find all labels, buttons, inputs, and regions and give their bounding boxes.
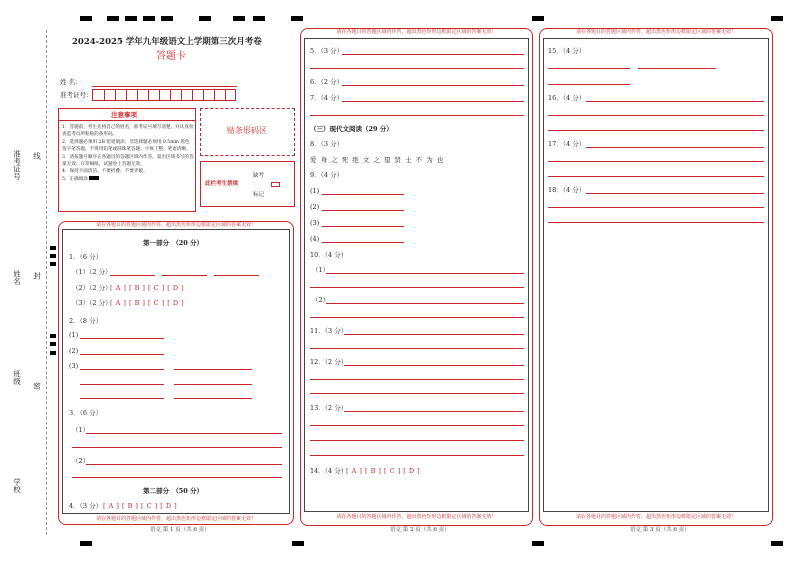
warning-top: 请在各题目的答题区域内作答，超出黑色矩形边框限定区域的答案无效！ [95, 222, 256, 228]
q2-label: 2．（8 分） [69, 317, 103, 325]
answer-line[interactable] [344, 334, 524, 335]
barcode-area [200, 108, 295, 156]
answer-line[interactable] [310, 68, 524, 69]
warning-top: 请在各题目的答题区域内作答，超出黑色矩形边框限定区域的答案无效！ [575, 29, 736, 35]
q17-label: 17．（4 分） [548, 140, 586, 148]
exam-no-grid[interactable] [92, 89, 236, 101]
note-item: 3．请按题号顺序在各题目的答题区域内作答，超出区域书写的答案无效；在草稿纸、试题卷上答题无效。 [62, 154, 194, 168]
page-footer-1: 语文 第 1 页（共 6 页） [150, 527, 210, 533]
side-mark [50, 351, 56, 355]
registration-mark [771, 16, 783, 21]
binding-mi: 密 [32, 382, 42, 390]
answer-line[interactable] [586, 147, 764, 148]
answer-line[interactable] [548, 130, 764, 131]
warning-top: 请在各题目的答题区域内作答，超出黑色矩形边框限定区域的答案无效！ [336, 29, 497, 35]
registration-mark [291, 16, 303, 21]
q1-1-label: （1）（2 分） [72, 268, 112, 276]
answer-line[interactable] [548, 176, 764, 177]
answer-line[interactable] [80, 338, 164, 339]
answer-line[interactable] [344, 411, 524, 412]
answer-line[interactable] [342, 54, 524, 55]
answer-line[interactable] [310, 317, 524, 318]
answer-line[interactable] [310, 440, 524, 441]
answer-area-3 [543, 38, 769, 512]
answer-line[interactable] [80, 354, 164, 355]
q11-label: 11．（3 分） [310, 327, 348, 335]
registration-mark [199, 16, 211, 21]
answer-line[interactable] [586, 101, 764, 102]
answer-line[interactable] [174, 398, 252, 399]
q1-3-label: （3）（2 分） [72, 299, 112, 307]
answer-line[interactable] [310, 425, 524, 426]
exam-no-label: 准考证号： [60, 91, 93, 99]
answer-line[interactable] [80, 369, 164, 370]
answer-line[interactable] [310, 379, 524, 380]
absent-line1: 缺考 [253, 173, 265, 179]
note-item: 1．答题前，考生先将自己的姓名，准考证号填写清楚，并认真检查监考员所粘贴的条形码。 [62, 125, 194, 138]
binding-exam-no: 准考证号 [12, 150, 22, 180]
q9-4-label: (4) [310, 235, 320, 243]
answer-line[interactable] [638, 68, 716, 69]
answer-line[interactable] [586, 193, 764, 194]
absent-line2: 标记 [253, 192, 265, 198]
answer-line[interactable] [310, 393, 524, 394]
q6-label: 6．（2 分） [310, 78, 344, 86]
absent-box [200, 161, 295, 207]
side-mark [50, 342, 56, 346]
q8-label: 8．（3 分） [310, 140, 344, 148]
note-item: 4．保持卡面清洁，不要折叠、不要弄破。 [62, 169, 148, 175]
answer-line[interactable] [322, 210, 404, 211]
section3-heading: （三）现代文阅读（29 分） [310, 125, 393, 133]
registration-mark [771, 541, 783, 546]
q15-label: 15．（4 分） [548, 47, 586, 55]
q4-choices[interactable]: [ A ] [ B ] [ C ] [ D ] [103, 502, 178, 510]
binding-xian: 线 [32, 152, 42, 160]
answer-line[interactable] [342, 101, 524, 102]
answer-line[interactable] [322, 226, 404, 227]
page-footer-2: 语文 第 2 页（共 6 页） [390, 527, 450, 533]
part1-heading: 第一部分 （20 分） [143, 239, 204, 247]
side-mark [50, 246, 56, 250]
answer-line[interactable] [548, 84, 630, 85]
answer-line[interactable] [174, 369, 252, 370]
note-item: 2．选择题必须用 2B 铅笔填涂；非选择题必须用 0.5mm 黑色签字笔答题，不得用铅笔或圆珠笔答题；字体工整、笔迹清晰。 [62, 139, 191, 153]
registration-mark [80, 16, 92, 21]
answer-line[interactable] [214, 275, 259, 276]
page-footer-3: 语文 第 3 页（共 6 页） [630, 527, 690, 533]
warning-bottom: 请在各题目的答题区域内作答，超出黑色矩形边框限定区域的答案无效！ [336, 514, 497, 520]
q1-3-choices[interactable]: [ A ] [ B ] [ C ] [ D ] [110, 299, 185, 307]
q4-label: 4．（3 分） [69, 502, 103, 510]
q2-3-label: (3) [69, 362, 79, 370]
answer-line[interactable] [86, 464, 282, 465]
q9-2-label: (2) [310, 203, 320, 211]
answer-line[interactable] [322, 242, 404, 243]
warning-bottom: 请在各题目的答题区域内作答，超出黑色矩形边框限定区域的答案无效！ [575, 514, 736, 520]
answer-line[interactable] [80, 398, 164, 399]
answer-line[interactable] [310, 115, 524, 116]
q16-label: 16．（4 分） [548, 94, 586, 102]
binding-class: 班级 [12, 370, 22, 385]
q12-label: 12．（2 分） [310, 358, 348, 366]
answer-line[interactable] [342, 85, 524, 86]
name-input-line[interactable] [92, 86, 237, 87]
filled-sample [89, 176, 99, 180]
answer-line[interactable] [310, 348, 524, 349]
answer-line[interactable] [80, 384, 164, 385]
registration-mark [253, 16, 265, 21]
notes-title: 注意事项 [111, 111, 137, 119]
q1-2-label: （2）（2 分） [72, 284, 112, 292]
registration-mark [161, 16, 173, 21]
answer-line[interactable] [344, 365, 524, 366]
answer-line[interactable] [548, 161, 764, 162]
page-subtitle: 答题卡 [156, 51, 186, 62]
answer-line[interactable] [72, 477, 282, 478]
answer-line[interactable] [548, 115, 764, 116]
answer-line[interactable] [548, 222, 764, 223]
notes-box [58, 108, 196, 212]
q3-2-label: （2） [72, 457, 90, 465]
answer-line[interactable] [326, 273, 524, 274]
registration-mark [532, 16, 544, 21]
registration-mark [143, 16, 155, 21]
q9-label: 9．（4 分） [310, 171, 344, 179]
q14-label: 14．（4 分） [310, 467, 348, 475]
answer-line[interactable] [86, 433, 282, 434]
absent-checkbox[interactable] [271, 182, 280, 187]
q3-1-label: （1） [72, 426, 90, 434]
binding-line [46, 30, 47, 535]
q9-3-label: (3) [310, 219, 320, 227]
answer-line[interactable] [162, 275, 207, 276]
registration-mark [233, 16, 245, 21]
part2-heading: 第二部分 （50 分） [143, 487, 204, 495]
warning-bottom: 请在各题目的答题区域内作答，超出黑色矩形边框限定区域的答案无效！ [95, 516, 256, 522]
q13-label: 13．（2 分） [310, 404, 348, 412]
q7-label: 7．（4 分） [310, 94, 344, 102]
binding-school: 学校 [12, 478, 22, 493]
registration-mark [107, 16, 119, 21]
q3-label: 3．（6 分） [69, 409, 103, 417]
answer-line[interactable] [548, 68, 630, 69]
q2-2-label: (2) [69, 347, 79, 355]
registration-mark [292, 541, 304, 546]
barcode-label: 贴条形码区 [227, 126, 267, 135]
registration-mark [532, 541, 544, 546]
q18-label: 18．（4 分） [548, 186, 586, 194]
answer-line[interactable] [310, 287, 524, 288]
side-mark [50, 262, 56, 266]
q10-1-label: （1） [312, 266, 330, 274]
q1-2-choices[interactable]: [ A ] [ B ] [ C ] [ D ] [110, 284, 185, 292]
absent-label: 此栏考生禁填 [205, 181, 239, 187]
side-mark [50, 334, 56, 338]
q1-label: 1．（6 分） [69, 253, 103, 261]
binding-feng: 封 [32, 272, 42, 280]
answer-line[interactable] [310, 455, 524, 456]
answer-line[interactable] [72, 447, 282, 448]
page-title: 2024-2025 学年九年级语文上学期第三次月考卷 [72, 37, 262, 47]
answer-line[interactable] [548, 207, 764, 208]
answer-line[interactable] [326, 303, 524, 304]
q2-1-label: (1) [69, 331, 79, 339]
note-item: 5．正确填涂 [62, 176, 88, 182]
registration-mark [125, 16, 137, 21]
name-label: 姓 名： [60, 78, 82, 86]
answer-line[interactable] [322, 194, 404, 195]
binding-name: 姓名 [12, 270, 22, 285]
answer-line[interactable] [174, 384, 252, 385]
registration-mark [80, 541, 92, 546]
q14-choices[interactable]: [ A ] [ B ] [ C ] [ D ] [346, 467, 421, 475]
q5-label: 5．（3 分） [310, 47, 344, 55]
q9-1-label: (1) [310, 187, 320, 195]
q8-text: 爱 身 之 死 绝 文 之 望 贤 士 不 为 也 [310, 156, 445, 164]
q10-2-label: （2） [312, 296, 330, 304]
answer-line[interactable] [110, 275, 155, 276]
side-mark [50, 254, 56, 258]
q10-label: 10．（4 分） [310, 251, 348, 259]
